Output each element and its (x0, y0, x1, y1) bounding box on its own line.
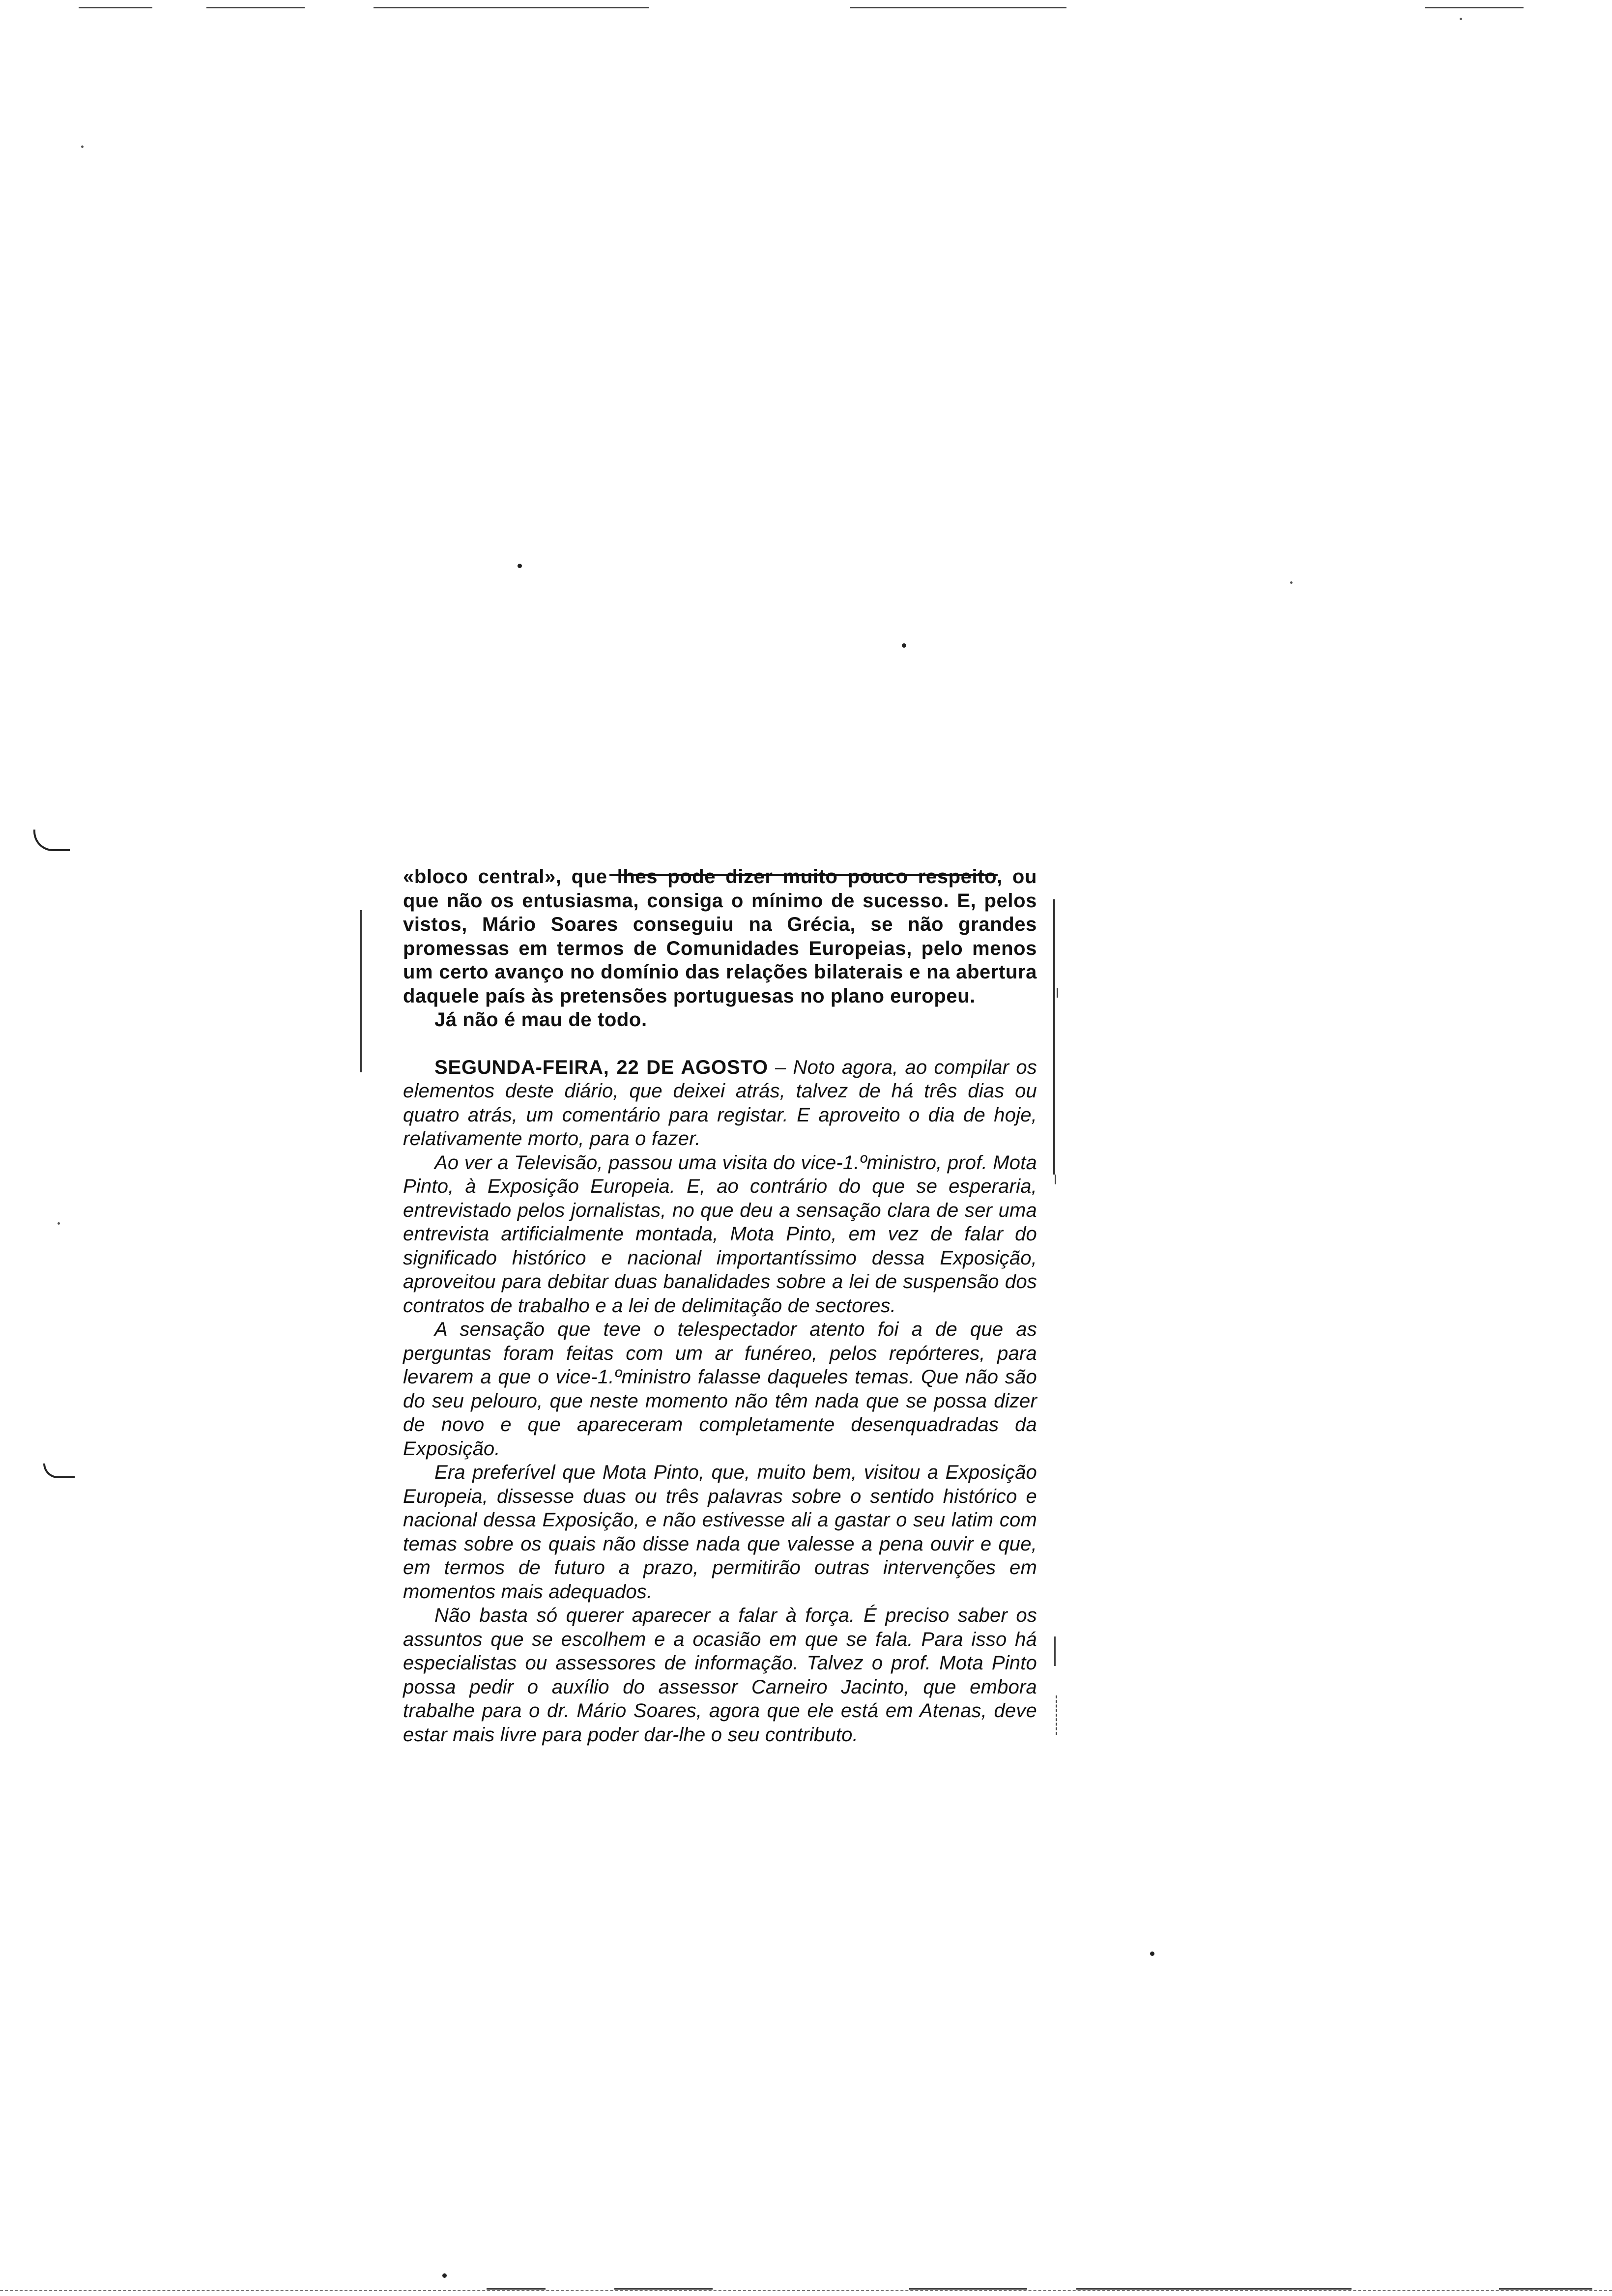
scan-edge-line (909, 2288, 1027, 2290)
scan-edge-line (79, 7, 152, 8)
body-paragraph: A sensação que teve o telespectador atento foi a de que as perguntas foram feitas com um ar funéreo, pelos repórteres, para levarem a que o vice-1.ºministro falasse daqueles temas. Que não são do seu pelouro, que neste momento não têm nada que se possa dizer de novo e que apareceram completamente desenquadradas da Exposição. (403, 1319, 1037, 1460)
scan-speck (442, 2273, 447, 2278)
scan-edge-line (1425, 7, 1524, 8)
clipping-left-border (360, 910, 362, 1072)
scan-edge-line (614, 2288, 713, 2290)
scan-edge-line (374, 7, 649, 8)
scan-tick (1054, 1636, 1056, 1666)
scan-speck (1150, 1952, 1154, 1956)
scan-curl-mark (43, 1464, 75, 1478)
scan-speck (58, 1222, 60, 1225)
scan-curl-mark (33, 830, 70, 851)
scan-edge-line (1499, 2288, 1592, 2290)
body-paragraph: Não basta só querer aparecer a falar à força. É preciso saber os assuntos que se escolhem e a ocasião em que se fala. Para isso há especialistas ou assessores de informação. Talvez o prof. Mota Pinto possa pedir o auxílio do assessor Carneiro Jacinto, que embora trabalhe para o dr. Mário Soares, agora que ele está em Atenas, deve estar mais livre para poder dar-lhe o seu contributo. (403, 1605, 1037, 1746)
scan-speck (902, 643, 906, 648)
scan-tick (1056, 1695, 1057, 1735)
body-paragraph: Ao ver a Televisão, passou uma visita do vice-1.ºministro, prof. Mota Pinto, à Exposição Europeia. E, ao contrário do que se esperaria, entrevistado pelos jornalistas, no que deu a sensação clara de ser uma entrevista artificialmente montada, Mota Pinto, em vez de falar do significado histórico e nacional importantíssimo dessa Exposição, aproveitou para debitar duas banalidades sobre a lei de suspensão dos contratos de trabalho e a lei de delimitação de sectores. (403, 1151, 1037, 1317)
entry-dash: – (768, 1056, 793, 1078)
newspaper-clipping (403, 865, 1037, 1747)
entry-date-heading: SEGUNDA-FEIRA, 22 DE AGOSTO (434, 1056, 768, 1078)
scan-edge-line (0, 2290, 1612, 2291)
scan-edge-line (850, 7, 1066, 8)
scan-speck (1290, 581, 1293, 584)
clipping-right-border (1053, 899, 1055, 1175)
scan-tick (1055, 1175, 1056, 1184)
scan-edge-line (206, 7, 305, 8)
scan-speck (81, 145, 84, 148)
intro-paragraph: «bloco central», que lhes pode dizer muito pouco respeito, ou que não os entusiasma, consiga o mínimo de sucesso. E, pelos vistos, Mário Soares conseguiu na Grécia, se não grandes promessas em termos de Comunidades Europeias, pelo menos um certo avanço no domínio das relações bilaterais e na abertura daquele país às pretensões portuguesas no plano europeu. (403, 866, 1037, 1007)
body-paragraph: Era preferível que Mota Pinto, que, muito bem, visitou a Exposição Europeia, dissesse duas ou três palavras sobre o sentido histórico e nacional dessa Exposição, e não estivesse ali a gastar o seu latim com temas sobre os quais não disse nada que valesse a pena ouvir e que, em termos de futuro a prazo, permitirão outras intervenções em momentos mais adequados. (403, 1462, 1037, 1603)
paragraph-gap (403, 1032, 1037, 1056)
scan-tick (1057, 988, 1058, 998)
entry-opening-text: Noto agora, ao compilar os elementos deste diário, que deixei atrás, talvez de há três dias ou quatro atrás, um comentário para registar. E aproveito o dia de hoje, relativamente morto, para o fazer. (403, 1056, 1037, 1149)
diary-entry-opening (403, 1056, 1037, 1151)
intro-closing-line: Já não é mau de todo. (434, 1009, 647, 1031)
scan-speck (518, 564, 522, 568)
scan-speck (1460, 18, 1462, 20)
scan-edge-line (1076, 2288, 1352, 2290)
scan-edge-line (487, 2288, 546, 2290)
